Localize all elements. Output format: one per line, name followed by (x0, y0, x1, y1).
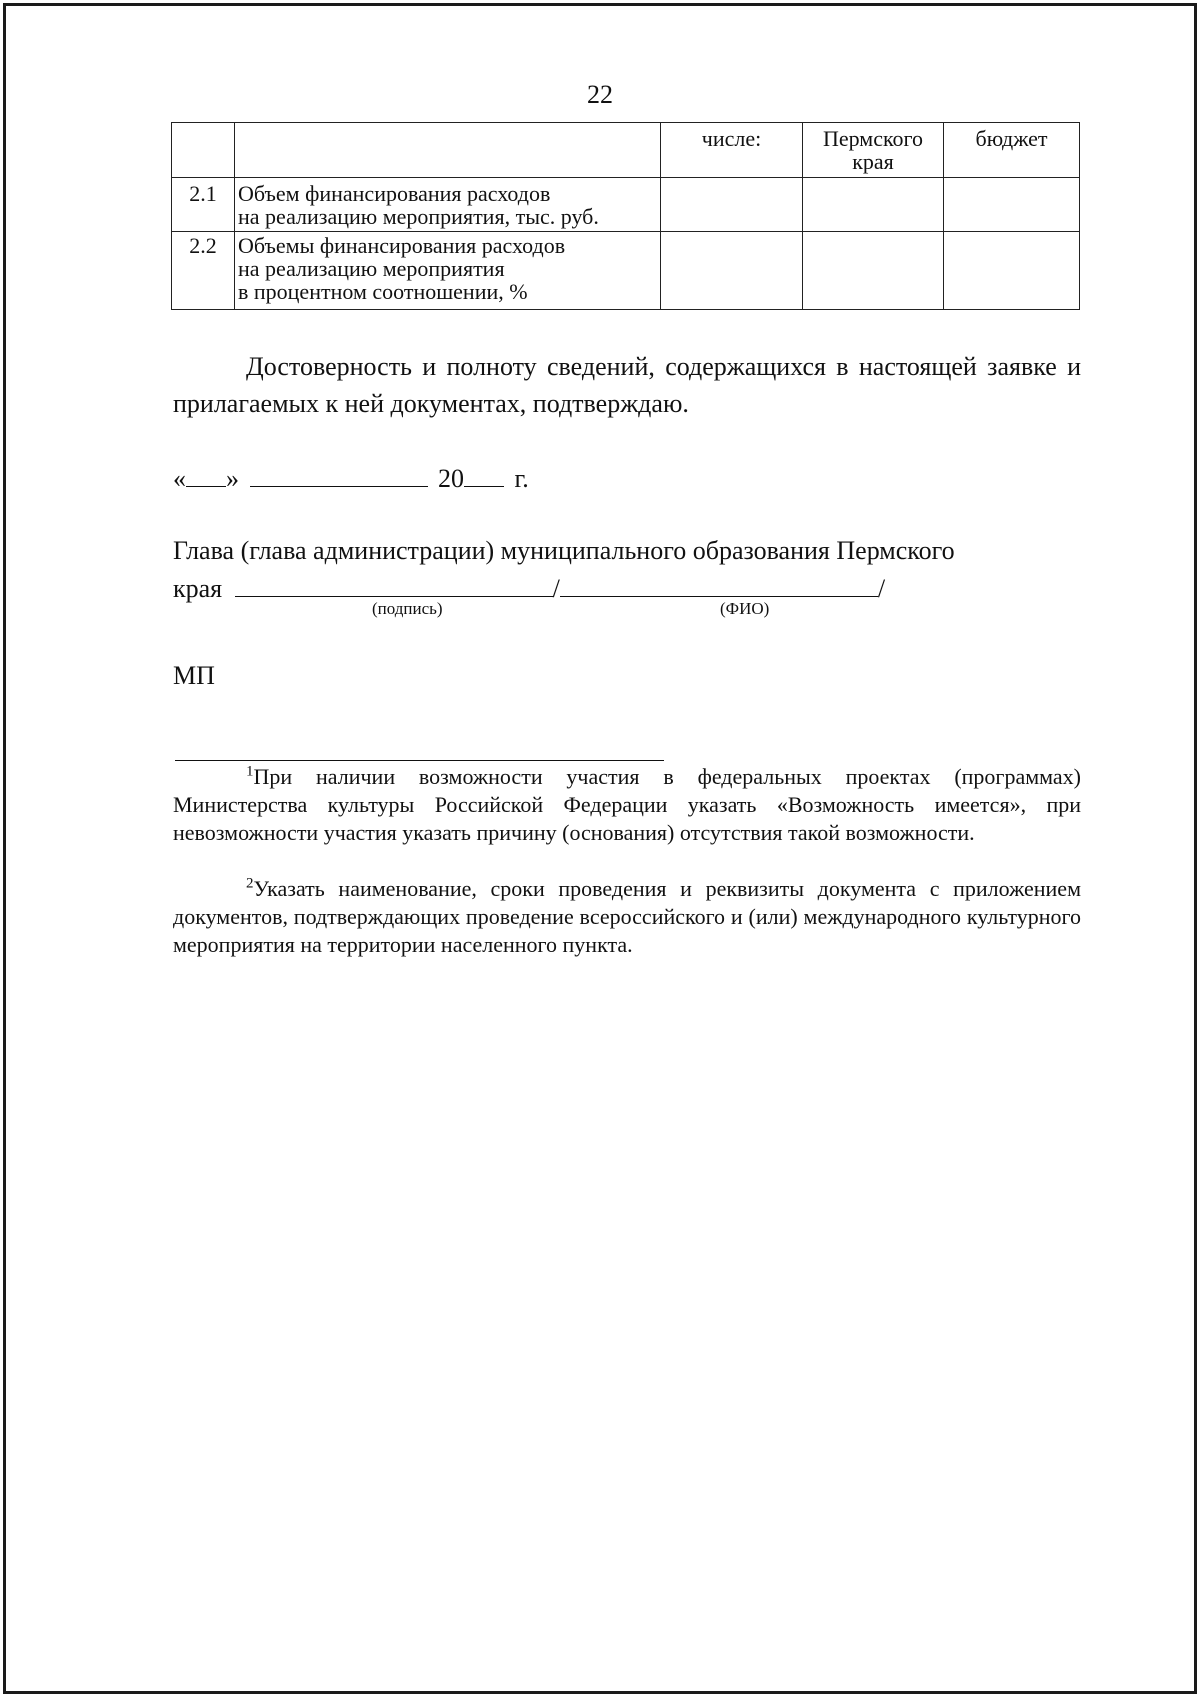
stamp-label: МП (173, 661, 215, 690)
date-line (173, 458, 529, 494)
row-label-line: на реализацию мероприятия (238, 256, 505, 281)
row-number: 2.1 (172, 178, 235, 232)
day-blank (186, 458, 226, 487)
date-open-quote: « (173, 464, 186, 493)
table-row (172, 232, 1080, 310)
row-label-line: Объемы финансирования расходов (238, 233, 566, 258)
value-cell (944, 178, 1080, 232)
footnote-mark: 1 (246, 763, 254, 780)
value-cell (803, 232, 944, 310)
signatory-title: Глава (глава администрации) муниципального образования Пермского (173, 536, 955, 565)
value-cell (944, 232, 1080, 310)
header-cell (172, 123, 235, 178)
value-cell (661, 232, 803, 310)
name-blank (560, 568, 878, 597)
financing-table (171, 122, 1080, 310)
signature-blank (235, 568, 553, 597)
year-blank (464, 458, 504, 487)
month-blank (250, 458, 428, 487)
footnote-text: При наличии возможности участия в федеральных проектах (программах) Министерства культуры Российской Федерации указать «Возможность имеется», при невозможности участия указать причину (основания) отсутствия такой возможности. (173, 764, 1081, 845)
value-cell (661, 178, 803, 232)
date-close-quote: » (226, 464, 239, 493)
header-cell-perm-krai: Пермского края (803, 123, 944, 178)
signature-caption: (подпись) (372, 599, 443, 618)
table-row (172, 178, 1080, 232)
footnote (173, 763, 1081, 847)
footnote-separator (175, 760, 664, 761)
row-number: 2.2 (172, 232, 235, 310)
year-prefix: 20 (438, 464, 464, 493)
page-number: 22 (587, 80, 613, 109)
signatory-title-cont: края (173, 574, 223, 603)
confirmation-text: Достоверность и полноту сведений, содержащихся в настоящей заявке и прилагаемых к ней документах, подтверждаю. (173, 352, 1081, 418)
footnote (173, 875, 1081, 959)
row-label (235, 232, 661, 310)
value-cell (803, 178, 944, 232)
header-cell-including: числе: (661, 123, 803, 178)
row-label-line: в процентном соотношении, % (238, 279, 528, 304)
header-cell (235, 123, 661, 178)
row-label-line: на реализацию мероприятия, тыс. руб. (238, 204, 599, 229)
signature-row (173, 568, 885, 604)
row-label (235, 178, 661, 232)
separator: / (552, 574, 560, 603)
row-label-line: Объем финансирования расходов (238, 181, 551, 206)
separator: / (877, 574, 886, 603)
header-cell-budget: бюджет (944, 123, 1080, 178)
footnote-mark: 2 (246, 875, 254, 892)
year-suffix: г. (514, 464, 529, 493)
footnote-text: Указать наименование, сроки проведения и реквизиты документа с приложением документов, подтверждающих проведение всероссийского и (или) международного культурного мероприятия на территории населенного пункта. (173, 876, 1081, 957)
name-caption: (ФИО) (720, 599, 770, 618)
table-header-row (172, 123, 1080, 178)
